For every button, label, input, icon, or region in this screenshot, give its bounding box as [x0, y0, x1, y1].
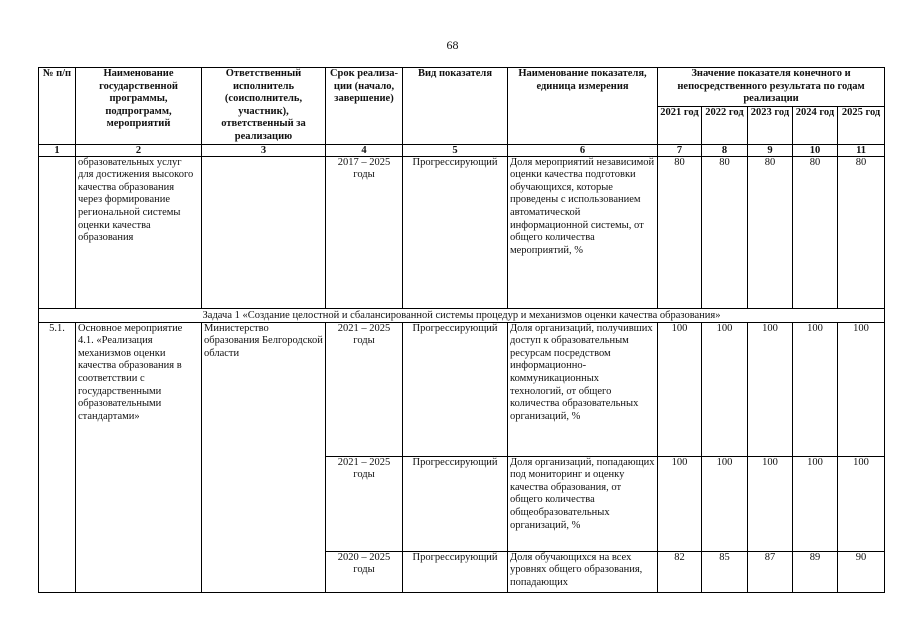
row-value-2023: 100 [748, 322, 793, 456]
row-period: 2021 – 2025 годы [326, 322, 403, 456]
row-indicator-name: Доля мероприятий независимой оценки качества подготовки обучающихся, которые проведены с использованием автоматической информационной системы, от общего количества мероприятий, % [508, 156, 658, 308]
row-value-2025: 80 [838, 156, 885, 308]
column-number: 6 [508, 144, 658, 156]
column-number: 9 [748, 144, 793, 156]
header-num: № п/п [39, 68, 76, 145]
row-value-2024: 100 [793, 456, 838, 551]
row-program: Основное мероприятие 4.1. «Реализация механизмов оценки качества образования в соответствии с государственными образовательными стандартами» [76, 322, 202, 592]
row-indicator-name: Доля организаций, получивших доступ к образовательным ресурсам посредством информационно-коммуникационных технологий, от общего количества образовательных организаций, % [508, 322, 658, 456]
row-value-2025: 100 [838, 322, 885, 456]
column-number: 4 [326, 144, 403, 156]
row-indicator-type: Прогрессирующий [403, 322, 508, 456]
header-year-2025: 2025 год [838, 107, 885, 144]
row-value-2024: 100 [793, 322, 838, 456]
table-row [39, 156, 885, 308]
column-number: 10 [793, 144, 838, 156]
row-value-2021: 82 [658, 551, 702, 592]
column-number: 3 [202, 144, 326, 156]
header-year-2023: 2023 год [748, 107, 793, 144]
row-indicator-name: Доля организаций, попадающих под мониторинг и оценку качества образования, от общего количества общеобразовательных организаций, % [508, 456, 658, 551]
header-values-group: Значение показателя конечного и непосредственного результата по годам реализации [658, 68, 885, 107]
row-value-2022: 80 [702, 156, 748, 308]
task-title: Задача 1 «Создание целостной и сбалансированной системы процедур и механизмов оценки качества образования» [39, 308, 885, 322]
row-executor [202, 156, 326, 308]
row-value-2021: 100 [658, 322, 702, 456]
row-period: 2021 – 2025 годы [326, 456, 403, 551]
table-row [39, 322, 885, 456]
row-value-2023: 87 [748, 551, 793, 592]
column-numbers-row [39, 144, 885, 156]
row-value-2024: 80 [793, 156, 838, 308]
row-value-2023: 80 [748, 156, 793, 308]
header-indicator-name: Наименование показателя, единица измерения [508, 68, 658, 145]
task-row [39, 308, 885, 322]
header-period: Срок реализа-ции (начало, завершение) [326, 68, 403, 145]
header-row [39, 68, 885, 107]
header-year-2022: 2022 год [702, 107, 748, 144]
row-value-2025: 100 [838, 456, 885, 551]
header-indicator-type: Вид показателя [403, 68, 508, 145]
row-num: 5.1. [39, 322, 76, 592]
row-indicator-type: Прогрессирующий [403, 156, 508, 308]
indicators-table [38, 67, 885, 593]
row-value-2023: 100 [748, 456, 793, 551]
header-year-2021: 2021 год [658, 107, 702, 144]
row-indicator-type: Прогрессирующий [403, 456, 508, 551]
column-number: 5 [403, 144, 508, 156]
row-value-2025: 90 [838, 551, 885, 592]
row-value-2022: 100 [702, 322, 748, 456]
row-value-2022: 85 [702, 551, 748, 592]
row-indicator-name: Доля обучающихся на всех уровнях общего образования, попадающих [508, 551, 658, 592]
row-period: 2017 – 2025 годы [326, 156, 403, 308]
header-year-2024: 2024 год [793, 107, 838, 144]
column-number: 1 [39, 144, 76, 156]
row-num [39, 156, 76, 308]
row-program: образовательных услуг для достижения высокого качества образования через формирование региональной системы оценки качества образования [76, 156, 202, 308]
column-number: 2 [76, 144, 202, 156]
row-period: 2020 – 2025 годы [326, 551, 403, 592]
row-executor: Министерство образования Белгородской области [202, 322, 326, 592]
header-executor: Ответственный исполнитель (соисполнитель, участник), ответственный за реализацию [202, 68, 326, 145]
row-value-2022: 100 [702, 456, 748, 551]
header-program: Наименование государственной программы, подпрограмм, мероприятий [76, 68, 202, 145]
page-number: 68 [446, 38, 459, 52]
row-indicator-type: Прогрессирующий [403, 551, 508, 592]
column-number: 7 [658, 144, 702, 156]
row-value-2021: 80 [658, 156, 702, 308]
column-number: 11 [838, 144, 885, 156]
column-number: 8 [702, 144, 748, 156]
row-value-2024: 89 [793, 551, 838, 592]
row-value-2021: 100 [658, 456, 702, 551]
